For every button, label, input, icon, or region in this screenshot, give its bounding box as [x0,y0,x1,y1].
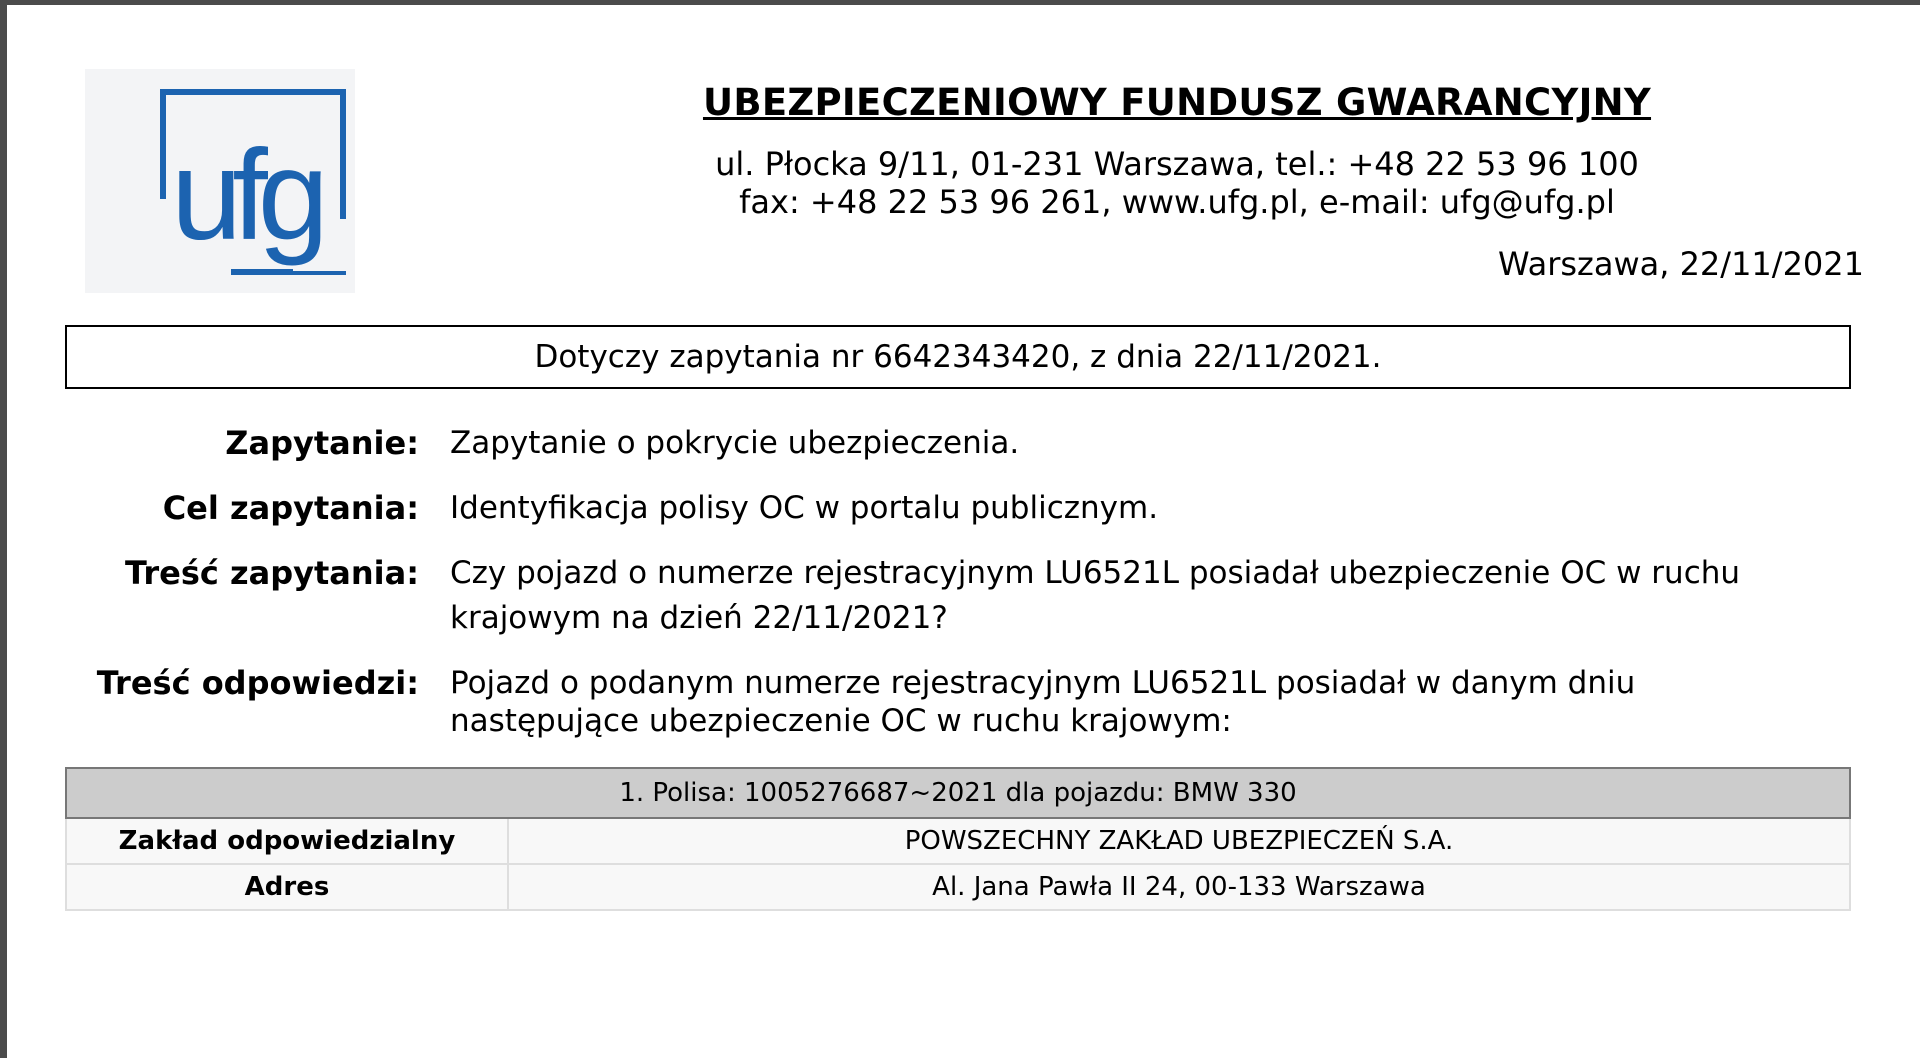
organization-name: UBEZPIECZENIOWY FUNDUSZ GWARANCYJNY [702,81,1652,124]
row-value: Al. Jana Pawła II 24, 00-133 Warszawa [508,864,1850,910]
field-value: Czy pojazd o numerze rejestracyjnym LU6521L posiadał ubezpieczenie OC w ruchu krajowym na dzień 22/11/2021? [450,555,1741,636]
row-label: Zakład odpowiedzialny [66,818,508,864]
reference-box [65,325,1851,389]
table-row [66,864,1850,910]
field-row-query [65,421,1851,466]
address-line-1: ul. Płocka 9/11, 01-231 Warszawa, tel.: +48 22 53 96 100 [715,145,1639,183]
policy-table [65,767,1851,911]
svg-text:ufg: ufg [171,124,319,267]
document-date: Warszawa, 22/11/2021 [1498,245,1864,283]
field-label: Treść zapytania: [125,554,419,592]
field-value: Pojazd o podanym numerze rejestracyjnym LU6521L posiadał w danym dniu następujące ubezpieczenie OC w ruchu krajowym: [450,665,1636,739]
reference-text: Dotyczy zapytania nr 6642343420, z dnia 22/11/2021. [534,339,1382,375]
field-label: Cel zapytania: [162,489,419,527]
policy-heading: 1. Polisa: 1005276687~2021 dla pojazdu: BMW 330 [66,768,1850,818]
row-value: POWSZECHNY ZAKŁAD UBEZPIECZEŃ S.A. [508,818,1850,864]
table-row [66,818,1850,864]
field-label: Treść odpowiedzi: [96,664,419,702]
field-row-content [65,551,1851,641]
organization-address [587,145,1767,221]
address-line-2: fax: +48 22 53 96 261, www.ufg.pl, e-mail: ufg@ufg.pl [739,183,1615,221]
ufg-logo [85,69,355,293]
query-fields [65,421,1851,760]
field-label: Zapytanie: [225,424,419,462]
row-label: Adres [66,864,508,910]
field-value: Identyfikacja polisy OC w portalu publicznym. [450,490,1159,526]
field-row-answer [65,661,1851,740]
document-page [7,5,1920,1058]
policy-header-row [66,768,1850,818]
field-row-purpose [65,486,1851,531]
field-value: Zapytanie o pokrycie ubezpieczenia. [450,425,1020,461]
